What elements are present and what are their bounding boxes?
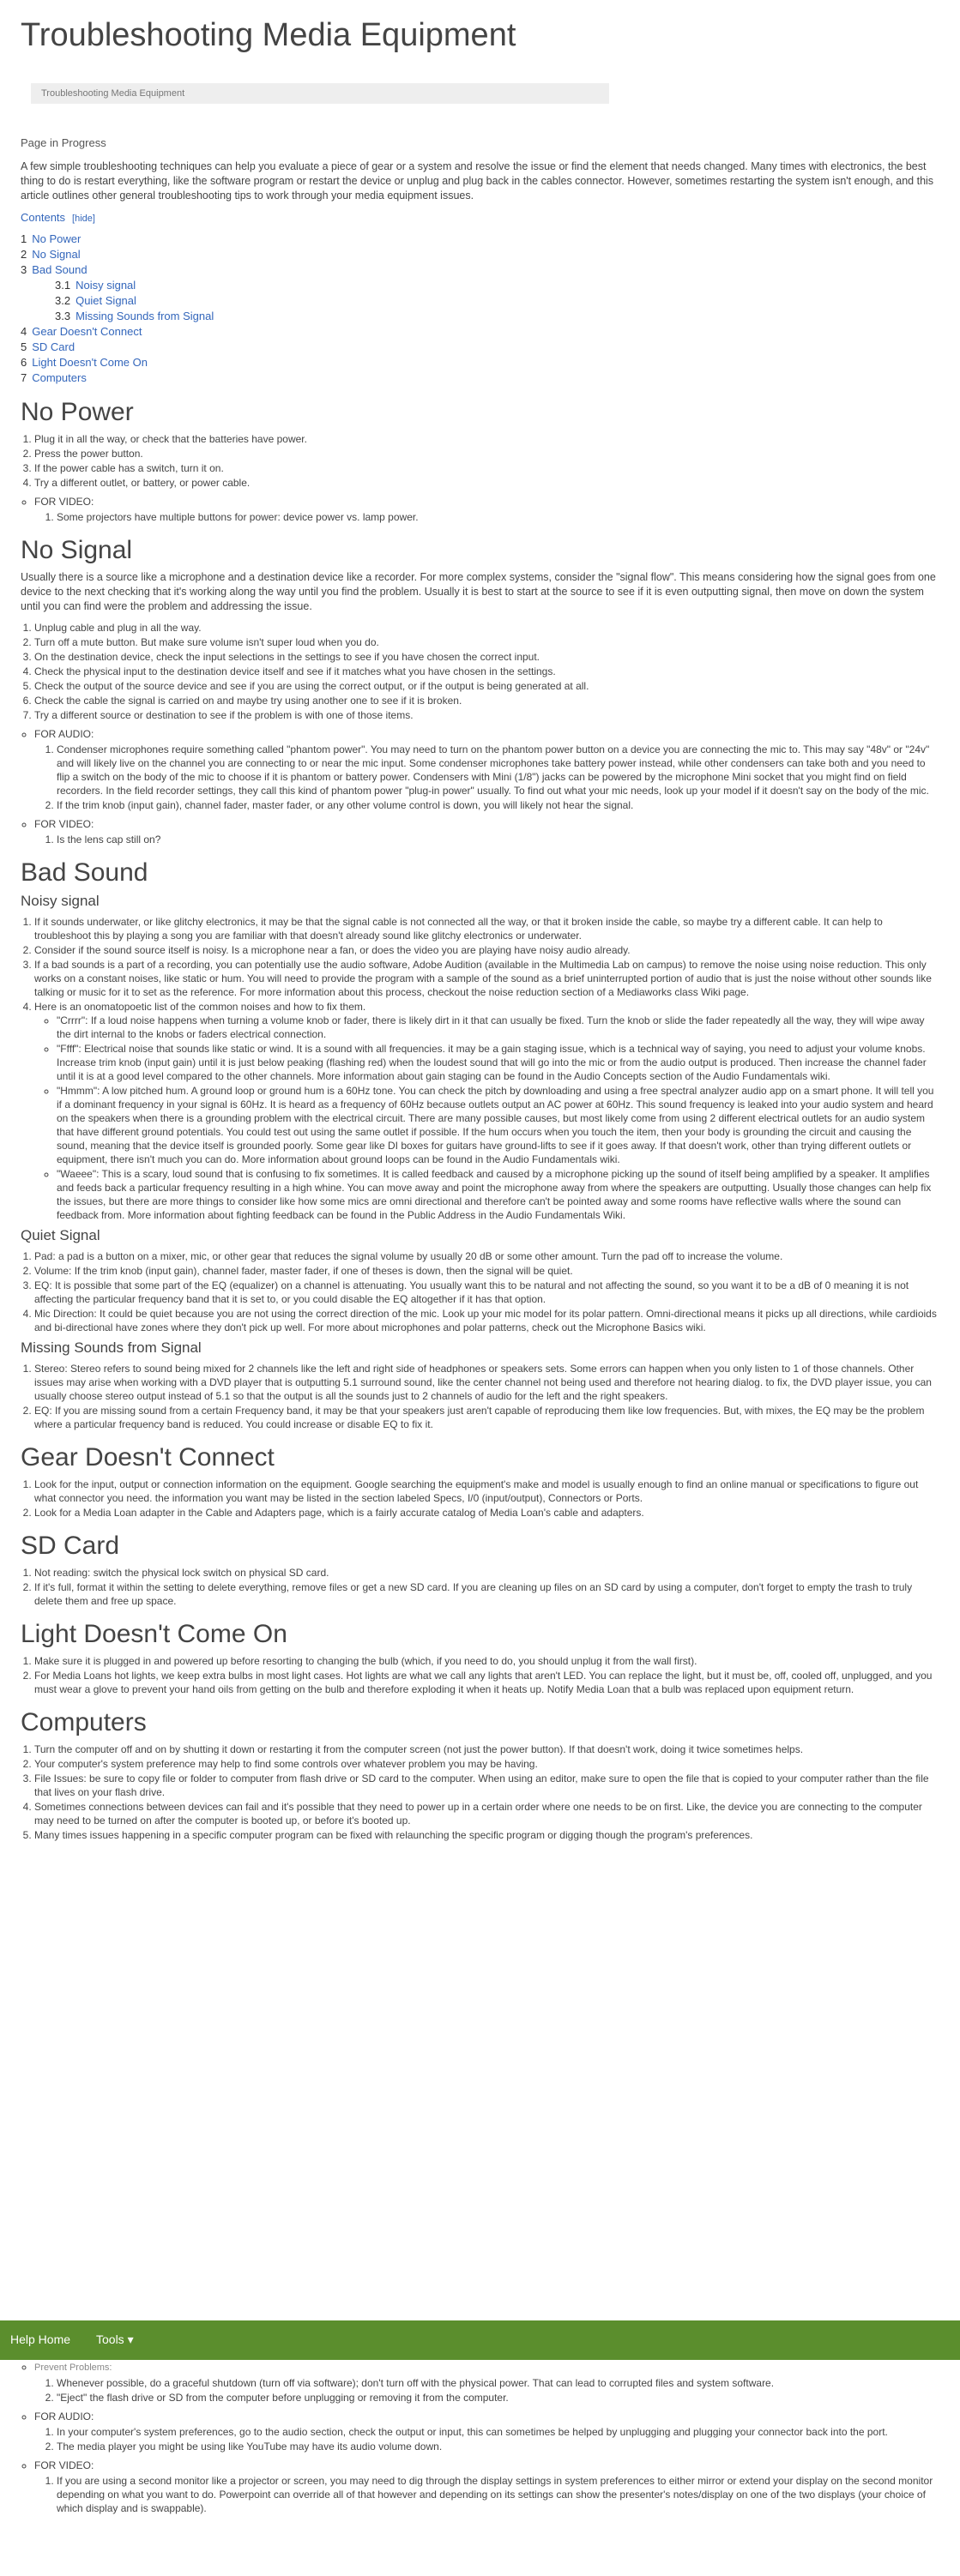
list-item: 3. If the power cable has a switch, turn it on. bbox=[34, 461, 939, 475]
toc-hide-link[interactable]: [hide] bbox=[72, 214, 95, 224]
list-item: 2. "Eject" the flash drive or SD from the computer before unplugging or removing it from the computer. bbox=[57, 2391, 939, 2404]
toc-item[interactable]: 3.3 Missing Sounds from Signal bbox=[55, 310, 214, 322]
help-home-link[interactable]: Help Home bbox=[10, 2332, 71, 2346]
list-item: 3. File Issues: be sure to copy file or folder to computer from flash drive or SD card to the computer. When using an editor, make sure to open the file that is copied to your computer rather than the file that lives on your flash drive. bbox=[34, 1772, 939, 1799]
list-item: ◦ "Crrrr": If a loud noise happens when turning a volume knob or fader, there is likely dirt in it that can usually be fixed. Turn the knob or slide the fader repeatedly all the way, they will wipe away the dirt internal to the knobs or faders electrical connection. bbox=[57, 1014, 939, 1041]
list-item: 4. Mic Direction: It could be quiet because you are not using the correct direction of the mic. Look up your mic model for its polar pattern. Omni-directional means it picks up all directions, while cardioids and bi-directional have zones where they don't pick up well. For more about microphones and polar patterns, check out the Microphone Basics wiki. bbox=[34, 1307, 939, 1334]
list-item: 2. Look for a Media Loan adapter in the Cable and Adapters page, which is a fairly accurate catalog of Media Loan's cable and adapters. bbox=[34, 1506, 939, 1520]
toc-item[interactable]: 3.1 Noisy signal bbox=[55, 279, 136, 292]
list-item: ◦ FOR VIDEO: 1. Is the lens cap still on? bbox=[34, 817, 939, 846]
list-item: 1. Not reading: switch the physical lock switch on physical SD card. bbox=[34, 1566, 939, 1580]
list-item: ◦ Prevent Problems: 1. Whenever possible, do a graceful shutdown (turn off via software); don't turn off with the physical power. That can lead to corrupted files and system software. 2. "Eject" the flash drive or SD from the computer before unplugging or removing it from the computer. bbox=[34, 2360, 939, 2404]
no-power-list bbox=[21, 432, 939, 490]
list-item: 1. Unplug cable and plug in all the way. bbox=[34, 621, 939, 635]
subsection-heading-quiet: Quiet Signal bbox=[21, 1227, 100, 1243]
list-item: 2. If it's full, format it within the setting to delete everything, remove files or get a new SD card. If you are cleaning up files on an SD card by using a computer, don't forget to empty the trash to truly delete them and free up space. bbox=[34, 1580, 939, 1608]
toc-item[interactable]: 4 Gear Doesn't Connect bbox=[21, 325, 142, 338]
list-item: 3. On the destination device, check the input selections in the settings to see if you have chosen the correct input. bbox=[34, 650, 939, 664]
list-item: 1. If you are using a second monitor like a projector or screen, you may need to dig through the display settings in system preferences to either mirror or extend your display on the second monitor depending on what you want to do. Powerpoint can override all of that however and depending on its settings can show the presenter's notes/display on one of the two displays (your choice of which display and is swappable). bbox=[57, 2474, 939, 2515]
toc-item[interactable]: 6 Light Doesn't Come On bbox=[21, 356, 148, 369]
list-item: 2. Volume: If the trim knob (input gain), channel fader, master fader, if one of theses is down, then the signal will be quiet. bbox=[34, 1264, 939, 1278]
computers-continued bbox=[21, 2360, 939, 2520]
list-item: 6. Check the cable the signal is carried on and maybe try using another one to see if it is broken. bbox=[34, 694, 939, 707]
list-item: 1. Look for the input, output or connection information on the equipment. Google searching the equipment's make and model is usually enough to find an online manual or specifications to figure out what connector you need. the information you want may be listed in the section labeled Specs, I/0 (input/output), Connectors or Ports. bbox=[34, 1478, 939, 1505]
toc-item[interactable]: 3.2 Quiet Signal bbox=[55, 294, 136, 307]
computers-list bbox=[21, 1742, 939, 1842]
breadcrumb[interactable]: Troubleshooting Media Equipment bbox=[31, 83, 609, 104]
list-item: 4. Here is an onomatopoetic list of the common noises and how to fix them. ◦ "Crrrr": If a loud noise happens when turning a volume knob or fader, there is likely dirt in it that can usually be fixed. Turn the knob or slide the fader repeatedly all the way, they will wipe away the dirt internal to the knobs or faders electrical connection. ◦ "Ffff": Electrical noise that sounds like static or wind. It is a sound with all frequencies. it may be a gain staging issue, which is a technical way of saying, you need to adjust your volume knobs. Increase trim knob (input gain) until it is just below peaking (flashing red) when the loudest sound that will go into the mic or from the audio output is produced. Then increase the channel fader until it is at a good level compared to the other channels. More information about gain staging can be found in the Audio Concepts section of the Audio Fundamentals wiki. ◦ "Hmmm": A low pitched hum. A ground loop or ground hum is a 60Hz tone. You can check the pitch by downloading and using a free spectral analyzer audio app on a smart phone. It will tell you if a dominant frequency in your signal is 60Hz. It is heard as a frequency of 60Hz because outlets output an AC power at 60Hz. This sound frequency is leaked into your audio system and heard on the speakers when there is a grounding problem with the electrical circuit. There are many possible causes, but most likely come from using 2 different electrical outlets for an audio system that have different ground potentials. You could test out using the same outlet if possible. If the hum occurs when you touch the item, then your body is grounding the circuit and causing the sound, meaning that the device itself is grounded poorly. Some gear like DI boxes for guitars have ground-lifts to see if it goes away. If that doesn't work, other than trying different outlets or equipment, there isn't much you can do. More information about ground loops can be found in the Audio Fundamentals wiki. ◦ "Waeee": This is a scary, loud sound that is confusing to fix sometimes. It is called feedback and caused by a microphone picking up the sound of itself being amplified by a speaker. It amplifies and feeds back a particular frequency resulting in a high whine. You can move away and point the microphone away from where the speakers are outputting. Usually those changes can help fix the issues, but there are more things to consider like how some mics are omni directional and therefore can't be pointed away and some rooms have reflective walls where the sound can feedback from. More information about fighting feedback can be found in the Public Address in the Audio Fundamentals Wiki. bbox=[34, 1000, 939, 1222]
section-heading-no-signal: No Signal bbox=[21, 536, 133, 564]
section-heading-bad-sound: Bad Sound bbox=[21, 858, 148, 887]
list-item: 1. If it sounds underwater, or like glitchy electronics, it may be that the signal cable is not connected all the way, or that it broken inside the cable, so maybe try a different cable. It can help to troubleshoot this by playing a song you are familiar with that doesn't already sound like glitchy electronics or underwater. bbox=[34, 915, 939, 942]
list-item: 2. Turn off a mute button. But make sure volume isn't super loud when you do. bbox=[34, 635, 939, 649]
list-item: 2. If the trim knob (input gain), channel fader, master fader, or any other volume control is down, you will likely not hear the signal. bbox=[57, 798, 939, 812]
toc-heading: Contents bbox=[21, 211, 66, 224]
list-item: 3. If a bad sounds is a part of a recording, you can potentially use the audio software, Adobe Audition (available in the Multimedia Lab on campus) to remove the noise using noise reduction. This only works on a constant noises, like static or hum. You will need to provide the program with a sample of the sound as a brief uninterrupted portion of audio that is just the noise without other sounds like talking or music for it to set as the reference. For more information about this process, checkout the noise reduction section of a Mediaworks class Wiki page. bbox=[34, 958, 939, 999]
list-item: 2. For Media Loans hot lights, we keep extra bulbs in most light cases. Hot lights are what we call any lights that aren't LED. You can replace the light, but it must be, off, cooled off, unplugged, and you must wear a glove to prevent your hand oils from getting on the bulb and therefore exploding it when it heats up. Notify Media Loan that a bulb was replaced upon equipment return. bbox=[34, 1669, 939, 1696]
no-power-video bbox=[21, 495, 939, 524]
section-heading-sd-card: SD Card bbox=[21, 1532, 120, 1560]
list-item: 2. Your computer's system preference may help to find some controls over whatever problem you may be having. bbox=[34, 1757, 939, 1771]
no-signal-audio bbox=[21, 727, 939, 846]
gear-list bbox=[21, 1478, 939, 1520]
list-item: 5. Many times issues happening in a specific computer program can be fixed with relaunching the specific program or digging though the program's preferences. bbox=[34, 1828, 939, 1842]
list-item: 7. Try a different source or destination to see if the problem is with one of those items. bbox=[34, 708, 939, 722]
toc-item[interactable]: 2 No Signal bbox=[21, 248, 81, 261]
section-heading-no-power: No Power bbox=[21, 398, 134, 426]
section-heading-gear: Gear Doesn't Connect bbox=[21, 1443, 275, 1472]
section-heading-computers: Computers bbox=[21, 1708, 147, 1736]
no-signal-intro: Usually there is a source like a microphone and a destination device like a recorder. For more complex systems, consider the "signal flow". This means considering how the signal goes from one device to the next checking that it's working along the way until you find the problem. Usually it is best to start at the source to see if it is even outputting signal, then move on down the system until you can find were the problem and addressing the issue. bbox=[21, 571, 936, 612]
sd-list bbox=[21, 1566, 939, 1608]
toc-item[interactable]: 3 Bad Sound bbox=[21, 263, 88, 276]
list-item: 1. Some projectors have multiple buttons for power: device power vs. lamp power. bbox=[57, 510, 939, 524]
list-item: 2. EQ: If you are missing sound from a certain Frequency band, it may be that your speakers just aren't capable of reproducing them like low frequencies. But, with mixes, the EQ may be the problem where a particular frequency band is reduced. You could increase or disable EQ to fix it. bbox=[34, 1404, 939, 1431]
no-signal-list bbox=[21, 621, 939, 722]
light-list bbox=[21, 1654, 939, 1696]
list-item: ◦ FOR AUDIO: 1. In your computer's system preferences, go to the audio section, check the output or input, this can sometimes be helped by unplugging and plugging your connector back into the port. 2. The media player you might be using like YouTube may have its audio volume down. bbox=[34, 2410, 939, 2453]
list-item: 5. Check the output of the source device and see if you are using the correct output, or if the output is being generated at all. bbox=[34, 679, 939, 693]
list-item: ◦ "Waeee": This is a scary, loud sound that is confusing to fix sometimes. It is called feedback and caused by a microphone picking up the sound of itself being amplified by a speaker. It amplifies and feeds back a particular frequency resulting in a high whine. You can move away and point the microphone away from where the speakers are outputting. Usually those changes can help fix the issues, but there are more things to consider like how some mics are omni directional and therefore can't be pointed away and some rooms have reflective walls where the sound can feedback from. More information about fighting feedback can be found in the Public Address in the Audio Fundamentals Wiki. bbox=[57, 1167, 939, 1222]
page-notice: Page in Progress bbox=[21, 136, 106, 149]
list-item: 1. Stereo: Stereo refers to sound being mixed for 2 channels like the left and right side of headphones or speakers sets. Some errors can happen when you only listen to 1 of those channels. Other issues may arise when working with a DVD player that is outputting 5.1 surround sound, like the center channel not being used and therefore not hearing dialog. to fix, the DVD player issue, you can usually choose stereo output instead of 5.1 so that the output is all the sounds just to 2 channels of audio for the left and the right speakers. bbox=[34, 1362, 939, 1403]
toc-item[interactable]: 5 SD Card bbox=[21, 340, 75, 353]
section-heading-light: Light Doesn't Come On bbox=[21, 1620, 287, 1648]
list-item: 1. Make sure it is plugged in and powered up before resorting to changing the bulb (which, if you need to do, you should unplug it from the wall first). bbox=[34, 1654, 939, 1668]
list-item: ◦ "Ffff": Electrical noise that sounds like static or wind. It is a sound with all frequencies. it may be a gain staging issue, which is a technical way of saying, you need to adjust your volume knobs. Increase trim knob (input gain) until it is just below peaking (flashing red) when the loudest sound that will go into the mic or from the audio output is produced. Then increase the channel fader until it is at a good level compared to the other channels. More information about gain staging can be found in the Audio Concepts section of the Audio Fundamentals wiki. bbox=[57, 1042, 939, 1083]
list-item: 1. Pad: a pad is a button on a mixer, mic, or other gear that reduces the signal volume by usually 20 dB or some other amount. Turn the pad off to increase the volume. bbox=[34, 1249, 939, 1263]
list-item: 4. Check the physical input to the destination device itself and see if it matches what you have chosen in the settings. bbox=[34, 665, 939, 678]
table-of-contents bbox=[21, 210, 939, 386]
subsection-heading-missing: Missing Sounds from Signal bbox=[21, 1339, 202, 1356]
toc-item[interactable]: 1 No Power bbox=[21, 232, 82, 245]
quiet-list bbox=[21, 1249, 939, 1334]
list-item: 1. Plug it in all the way, or check that the batteries have power. bbox=[34, 432, 939, 446]
list-item: 1. In your computer's system preferences, go to the audio section, check the output or input, this can sometimes be helped by unplugging and plugging your connector back into the port. bbox=[57, 2425, 939, 2439]
list-item: ◦ FOR VIDEO: 1. If you are using a second monitor like a projector or screen, you may need to dig through the display settings in system preferences to either mirror or extend your display on the second monitor depending on what you want to do. Powerpoint can override all of that however and depending on its settings can show the presenter's notes/display on one of the two displays (your choice of which display and is swappable). bbox=[34, 2459, 939, 2515]
list-item: ◦ FOR VIDEO: 1. Some projectors have multiple buttons for power: device power vs. lamp power. bbox=[34, 495, 939, 524]
list-item: 4. Sometimes connections between devices can fail and it's possible that they need to power up in a certain order where one needs to be on first. Like, the device you are connecting to the computer may need to be turned on after the computer is booted up, or before it's booted up. bbox=[34, 1800, 939, 1827]
tools-menu[interactable]: Tools ▾ bbox=[96, 2332, 134, 2346]
intro-paragraph: A few simple troubleshooting techniques can help you evaluate a piece of gear or a system and resolve the issue or find the element that needs changed. Many times with electronics, the best thing to do is restart everything, like the software program or restart the device or unplug and plug back in the cables connector. However, sometimes restarting the system isn't enough, and this article outlines other general troubleshooting tips to work through your media equipment issues. bbox=[21, 160, 934, 202]
list-item: 4. Try a different outlet, or battery, or power cable. bbox=[34, 476, 939, 490]
list-item: 2. Consider if the sound source itself is noisy. Is a microphone near a fan, or does the video you are playing have noisy audio already. bbox=[34, 943, 939, 957]
noisy-list bbox=[21, 915, 939, 1222]
list-item: ◦ FOR AUDIO: 1. Condenser microphones require something called "phantom power". You may need to turn on the phantom power button on a device you are connecting the mic to. This may say "48v" or "24v" and will likely live on the channel you are connecting to or near the mic input. Some condenser microphones take battery power instead, while other condensers can take both and you need to flip a switch on the body of the mic to choose if it is phantom or battery power. Condensers with Mini (1/8") jacks can be powered by the microphone Mini socket that you might find on field recorders. In the field recorder settings, they call this kind of phantom power "plug-in power" usually. To find out what your mic needs, look up your model if it doesn't say on the body of the mic. 2. If the trim knob (input gain), channel fader, master fader, or any other volume control is down, you will likely not hear the signal. bbox=[34, 727, 939, 812]
list-item: 3. EQ: It is possible that some part of the EQ (equalizer) on a channel is attenuating. You usually want this to be natural and not affecting the sound, so you want it to be a dB of 0 meaning it is not affecting the particular frequency band that it is set to, or you could disable the EQ altogether if it has that option. bbox=[34, 1279, 939, 1306]
list-item: 2. The media player you might be using like YouTube may have its audio volume down. bbox=[57, 2440, 939, 2453]
list-item: 1. Whenever possible, do a graceful shutdown (turn off via software); don't turn off with the physical power. That can lead to corrupted files and system software. bbox=[57, 2376, 939, 2390]
missing-list bbox=[21, 1362, 939, 1431]
bottom-navbar bbox=[0, 2320, 960, 2360]
list-item: 1. Turn the computer off and on by shutting it down or restarting it from the computer screen (not just the power button). If that doesn't work, doing it twice sometimes helps. bbox=[34, 1742, 939, 1756]
list-item: ◦ "Hmmm": A low pitched hum. A ground loop or ground hum is a 60Hz tone. You can check the pitch by downloading and using a free spectral analyzer audio app on a smart phone. It will tell you if a dominant frequency in your signal is 60Hz. It is heard as a frequency of 60Hz because outlets output an AC power at 60Hz. This sound frequency is leaked into your audio system and heard on the speakers when there is a grounding problem with the electrical circuit. There are many possible causes, but most likely come from using 2 different electrical outlets for an audio system that have different ground potentials. You could test out using the same outlet if possible. If the hum occurs when you touch the item, then your body is grounding the circuit and causing the sound, meaning that the device itself is grounded poorly. Some gear like DI boxes for guitars have ground-lifts to see if it goes away. If that doesn't work, other than trying different outlets or equipment, there isn't much you can do. More information about ground loops can be found in the Audio Fundamentals wiki. bbox=[57, 1084, 939, 1166]
toc-item[interactable]: 7 Computers bbox=[21, 371, 87, 384]
list-item: 2. Press the power button. bbox=[34, 447, 939, 460]
subsection-heading-noisy: Noisy signal bbox=[21, 893, 100, 909]
list-item: 1. Condenser microphones require something called "phantom power". You may need to turn on the phantom power button on a device you are connecting the mic to. This may say "48v" or "24v" and will likely live on the channel you are connecting to or near the mic input. Some condenser microphones take battery power instead, while other condensers can take both and you need to flip a switch on the body of the mic to choose if it is phantom or battery power. Condensers with Mini (1/8") jacks can be powered by the microphone Mini socket that you might find on field recorders. In the field recorder settings, they call this kind of phantom power "plug-in power" usually. To find out what your mic needs, look up your model if it doesn't say on the body of the mic. bbox=[57, 743, 939, 797]
list-item: 1. Is the lens cap still on? bbox=[57, 833, 939, 846]
page-title: Troubleshooting Media Equipment bbox=[21, 17, 516, 53]
